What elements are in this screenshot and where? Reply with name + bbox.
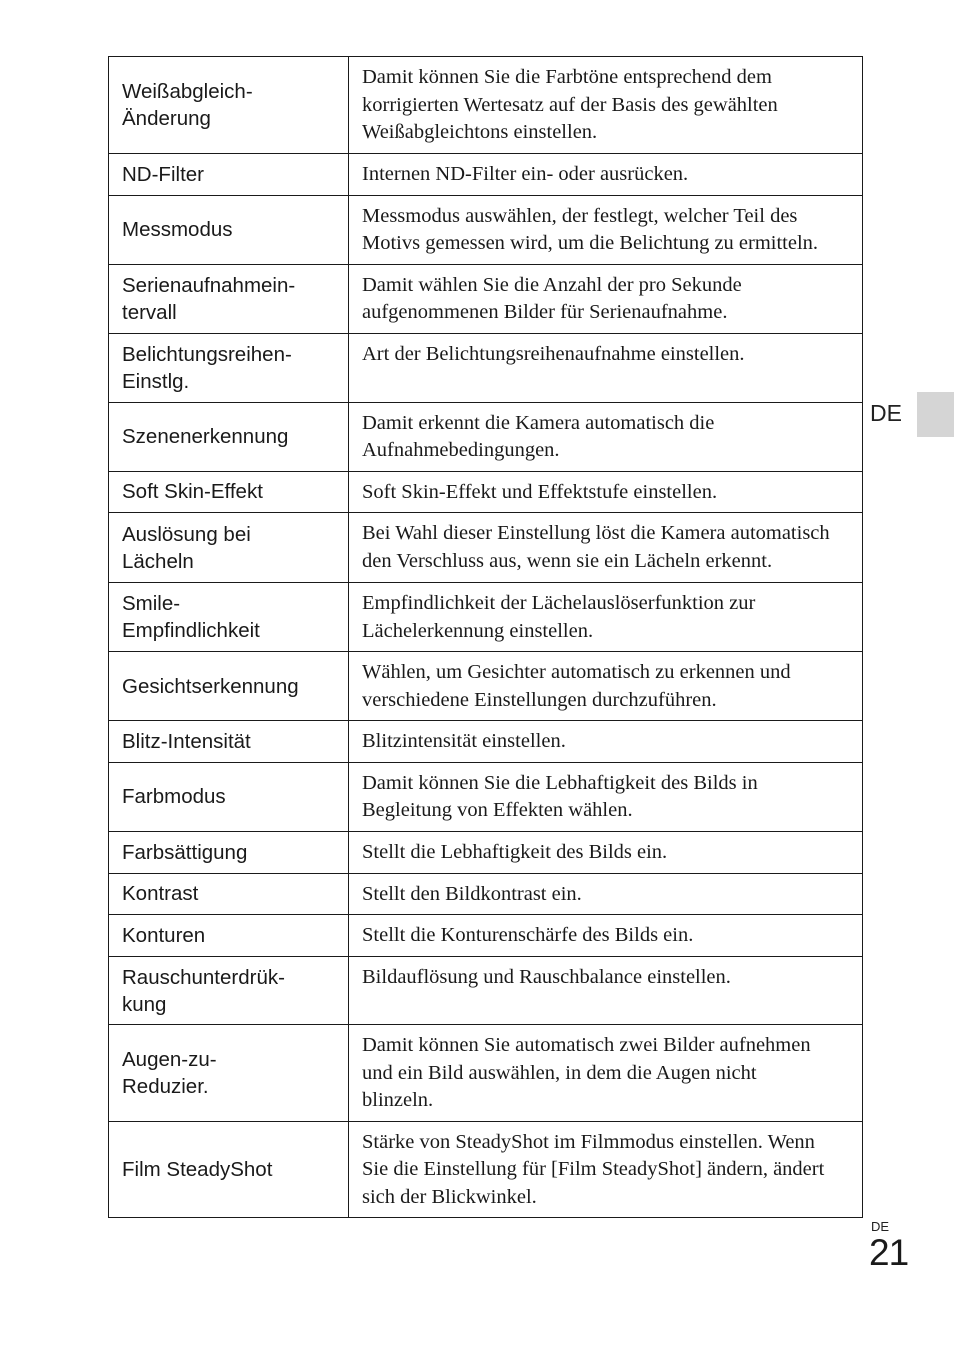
page-number: 21 (869, 1232, 909, 1273)
settings-table-body (109, 57, 863, 1218)
setting-description: Bei Wahl dieser Einstellung löst die Kamera automatisch den Verschluss aus, wenn sie ein Lächeln erkennt. (349, 513, 863, 583)
setting-name: Farbmodus (109, 762, 349, 831)
table-row (109, 915, 863, 957)
setting-name: Konturen (109, 915, 349, 957)
table-row (109, 957, 863, 1025)
setting-name: Blitz-Intensität (109, 721, 349, 763)
setting-name: Belichtungsreihen- Einstlg. (109, 333, 349, 402)
setting-description: Stärke von SteadyShot im Filmmodus einstellen. Wenn Sie die Einstellung für [Film SteadyShot] ändern, ändert sich der Blickwinkel. (349, 1121, 863, 1218)
setting-name: Rauschunterdrük- kung (109, 957, 349, 1025)
settings-table (108, 56, 863, 1218)
setting-description: Soft Skin-Effekt und Effektstufe einstellen. (349, 471, 863, 513)
table-row (109, 195, 863, 264)
setting-description: Stellt den Bildkontrast ein. (349, 873, 863, 915)
setting-description: Art der Belichtungsreihenaufnahme einstellen. (349, 333, 863, 402)
setting-description: Wählen, um Gesichter automatisch zu erkennen und verschiedene Einstellungen durchzuführen. (349, 652, 863, 721)
setting-name: Film SteadyShot (109, 1121, 349, 1218)
language-tab-label: DE (870, 400, 902, 426)
table-row (109, 583, 863, 652)
setting-description: Damit können Sie die Farbtöne entsprechend dem korrigierten Wertesatz auf der Basis des gewählten Weißabgleichtons einstellen. (349, 57, 863, 154)
setting-name: Messmodus (109, 195, 349, 264)
setting-description: Damit wählen Sie die Anzahl der pro Sekunde aufgenommenen Bilder für Serienaufnahme. (349, 264, 863, 333)
setting-description: Messmodus auswählen, der festlegt, welcher Teil des Motivs gemessen wird, um die Belichtung zu ermitteln. (349, 195, 863, 264)
language-side-tab (917, 392, 954, 437)
table-row (109, 831, 863, 873)
setting-description: Damit erkennt die Kamera automatisch die Aufnahmebedingungen. (349, 402, 863, 471)
setting-description: Empfindlichkeit der Lächelauslöserfunktion zur Lächelerkennung einstellen. (349, 583, 863, 652)
setting-description: Bildauflösung und Rauschbalance einstellen. (349, 957, 863, 1025)
setting-name: Augen-zu- Reduzier. (109, 1025, 349, 1122)
table-row (109, 513, 863, 583)
footer-language-label: DE (871, 1219, 890, 1234)
table-row (109, 652, 863, 721)
setting-name: ND-Filter (109, 154, 349, 196)
setting-description: Damit können Sie automatisch zwei Bilder aufnehmen und ein Bild auswählen, in dem die Augen nicht blinzeln. (349, 1025, 863, 1122)
setting-name: Serienaufnahmein- tervall (109, 264, 349, 333)
table-row (109, 471, 863, 513)
table-row (109, 57, 863, 154)
setting-name: Smile- Empfindlichkeit (109, 583, 349, 652)
table-row (109, 1025, 863, 1122)
setting-description: Stellt die Konturenschärfe des Bilds ein. (349, 915, 863, 957)
setting-name: Farbsättigung (109, 831, 349, 873)
setting-name: Weißabgleich- Änderung (109, 57, 349, 154)
setting-description: Damit können Sie die Lebhaftigkeit des Bilds in Begleitung von Effekten wählen. (349, 762, 863, 831)
table-row (109, 154, 863, 196)
table-row (109, 402, 863, 471)
table-row (109, 264, 863, 333)
setting-name: Auslösung bei Lächeln (109, 513, 349, 583)
setting-description: Stellt die Lebhaftigkeit des Bilds ein. (349, 831, 863, 873)
setting-name: Kontrast (109, 873, 349, 915)
table-row (109, 333, 863, 402)
setting-description: Blitzintensität einstellen. (349, 721, 863, 763)
setting-description: Internen ND-Filter ein- oder ausrücken. (349, 154, 863, 196)
table-row (109, 873, 863, 915)
setting-name: Szenenerkennung (109, 402, 349, 471)
setting-name: Gesichtserkennung (109, 652, 349, 721)
table-row (109, 762, 863, 831)
setting-name: Soft Skin-Effekt (109, 471, 349, 513)
table-row (109, 1121, 863, 1218)
table-row (109, 721, 863, 763)
